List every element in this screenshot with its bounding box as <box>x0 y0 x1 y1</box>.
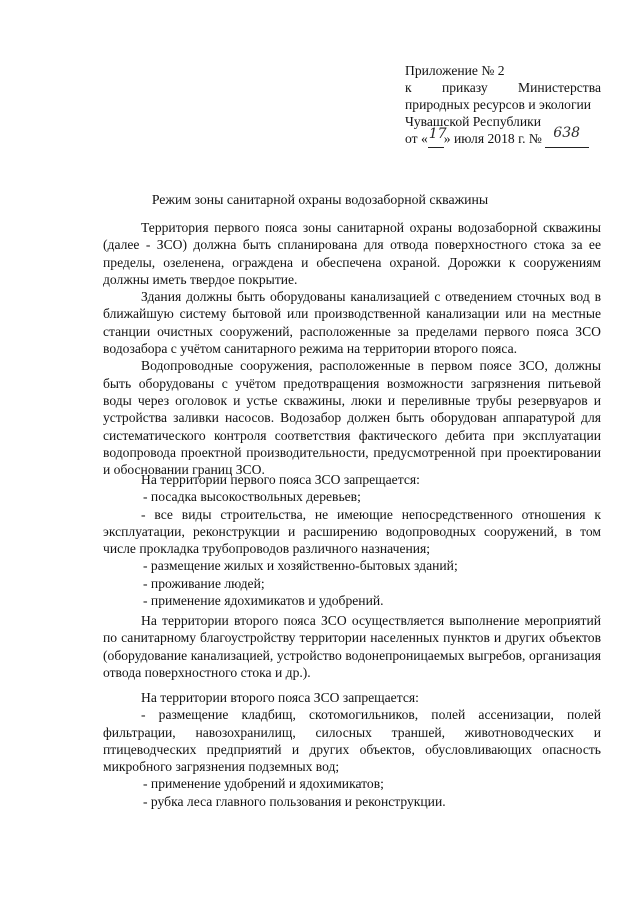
zone2-heading: На территории второго пояса ЗСО запрещается: <box>141 690 419 705</box>
date-day-handwritten: 17 <box>428 126 447 142</box>
zone1-item: - все виды строительства, не имеющие непосредственного отношения к эксплуатации, реконструкции и расширению водопроводных сооружений, в том числе прокладка трубопроводов различного назначения; <box>103 506 601 557</box>
paragraph-territory: Территория первого пояса зоны санитарной охраны водозаборной скважины (далее - ЗСО) должна быть спланирована для отвода поверхностного стока за ее пределы, озеленена, ограждена и обеспечена охраной. Дорожки к сооружениям должны иметь твердое покрытие. <box>103 220 601 287</box>
order-number-handwritten: 638 <box>553 125 581 141</box>
zone2-item: - применение удобрений и ядохимикатов; <box>143 776 384 792</box>
order-number-field <box>545 125 589 148</box>
zone2-measures-paragraph: На территории второго пояса ЗСО осуществляется выполнение мероприятий по санитарному благоустройству территории населенных пунктов и других объектов (оборудование канализацией, устройство водонепроницаемых выгребов, организация отвода поверхностного стока и др.). <box>103 613 601 680</box>
appendix-number: Приложение № 2 <box>405 63 505 78</box>
appendix-date-line <box>405 125 601 148</box>
date-day-field <box>428 126 447 148</box>
date-prefix: от « <box>405 131 428 146</box>
section-intro <box>103 219 601 478</box>
section-zone2-measures <box>103 612 601 681</box>
section-zone1-prohibited <box>103 471 601 609</box>
appendix-ministry: природных ресурсов и экологии <box>405 97 592 112</box>
paragraph-water-structures: Водопроводные сооружения, расположенные в первом поясе ЗСО, должны быть оборудованы с учётом предотвращения возможности загрязнения питьевой воды через оголовок и устье скважины, люки и переливные трубы резервуаров и устройства заливки насосов. Водозабор должен быть оборудован аппаратурой для систематического контроля соответствия фактического дебита при эксплуатации водопровода проектной производительности, предусмотренной при проектировании и обосновании границ ЗСО. <box>103 358 601 478</box>
zone1-item: - посадка высокоствольных деревьев; <box>143 489 361 505</box>
appendix-republic: Чувашской Республики <box>405 114 541 129</box>
zone1-item: - применение ядохимикатов и удобрений. <box>143 593 384 609</box>
section-zone2-prohibited <box>103 689 601 810</box>
date-mid: » июля 2018 г. № <box>443 131 542 146</box>
paragraph-buildings: Здания должны быть оборудованы канализацией с отведением сточных вод в ближайшую систему бытовой или производственной канализации или на местные станции очистных сооружений, расположенные за пределами первого пояса ЗСО водозабора с учётом санитарного режима на территории второго пояса. <box>103 289 601 357</box>
zone1-item: - проживание людей; <box>143 575 265 591</box>
appendix-header <box>405 62 601 148</box>
zone1-item: - размещение жилых и хозяйственно-бытовых зданий; <box>143 558 458 574</box>
zone2-item: - рубка леса главного пользования и реконструкции. <box>143 793 446 809</box>
document-title: Режим зоны санитарной охраны водозаборной скважины <box>151 192 489 207</box>
zone2-item: - размещение кладбищ, скотомогильников, полей ассенизации, полей фильтрации, навозохранилищ, силосных траншей, животноводческих и птицеводческих предприятий и других объектов, обусловливающих опасность микробного загрязнения подземных вод; <box>103 707 601 775</box>
zone1-heading: На территории первого пояса ЗСО запрещается: <box>141 472 420 487</box>
appendix-order-ref: к приказу Министерства <box>405 80 601 95</box>
